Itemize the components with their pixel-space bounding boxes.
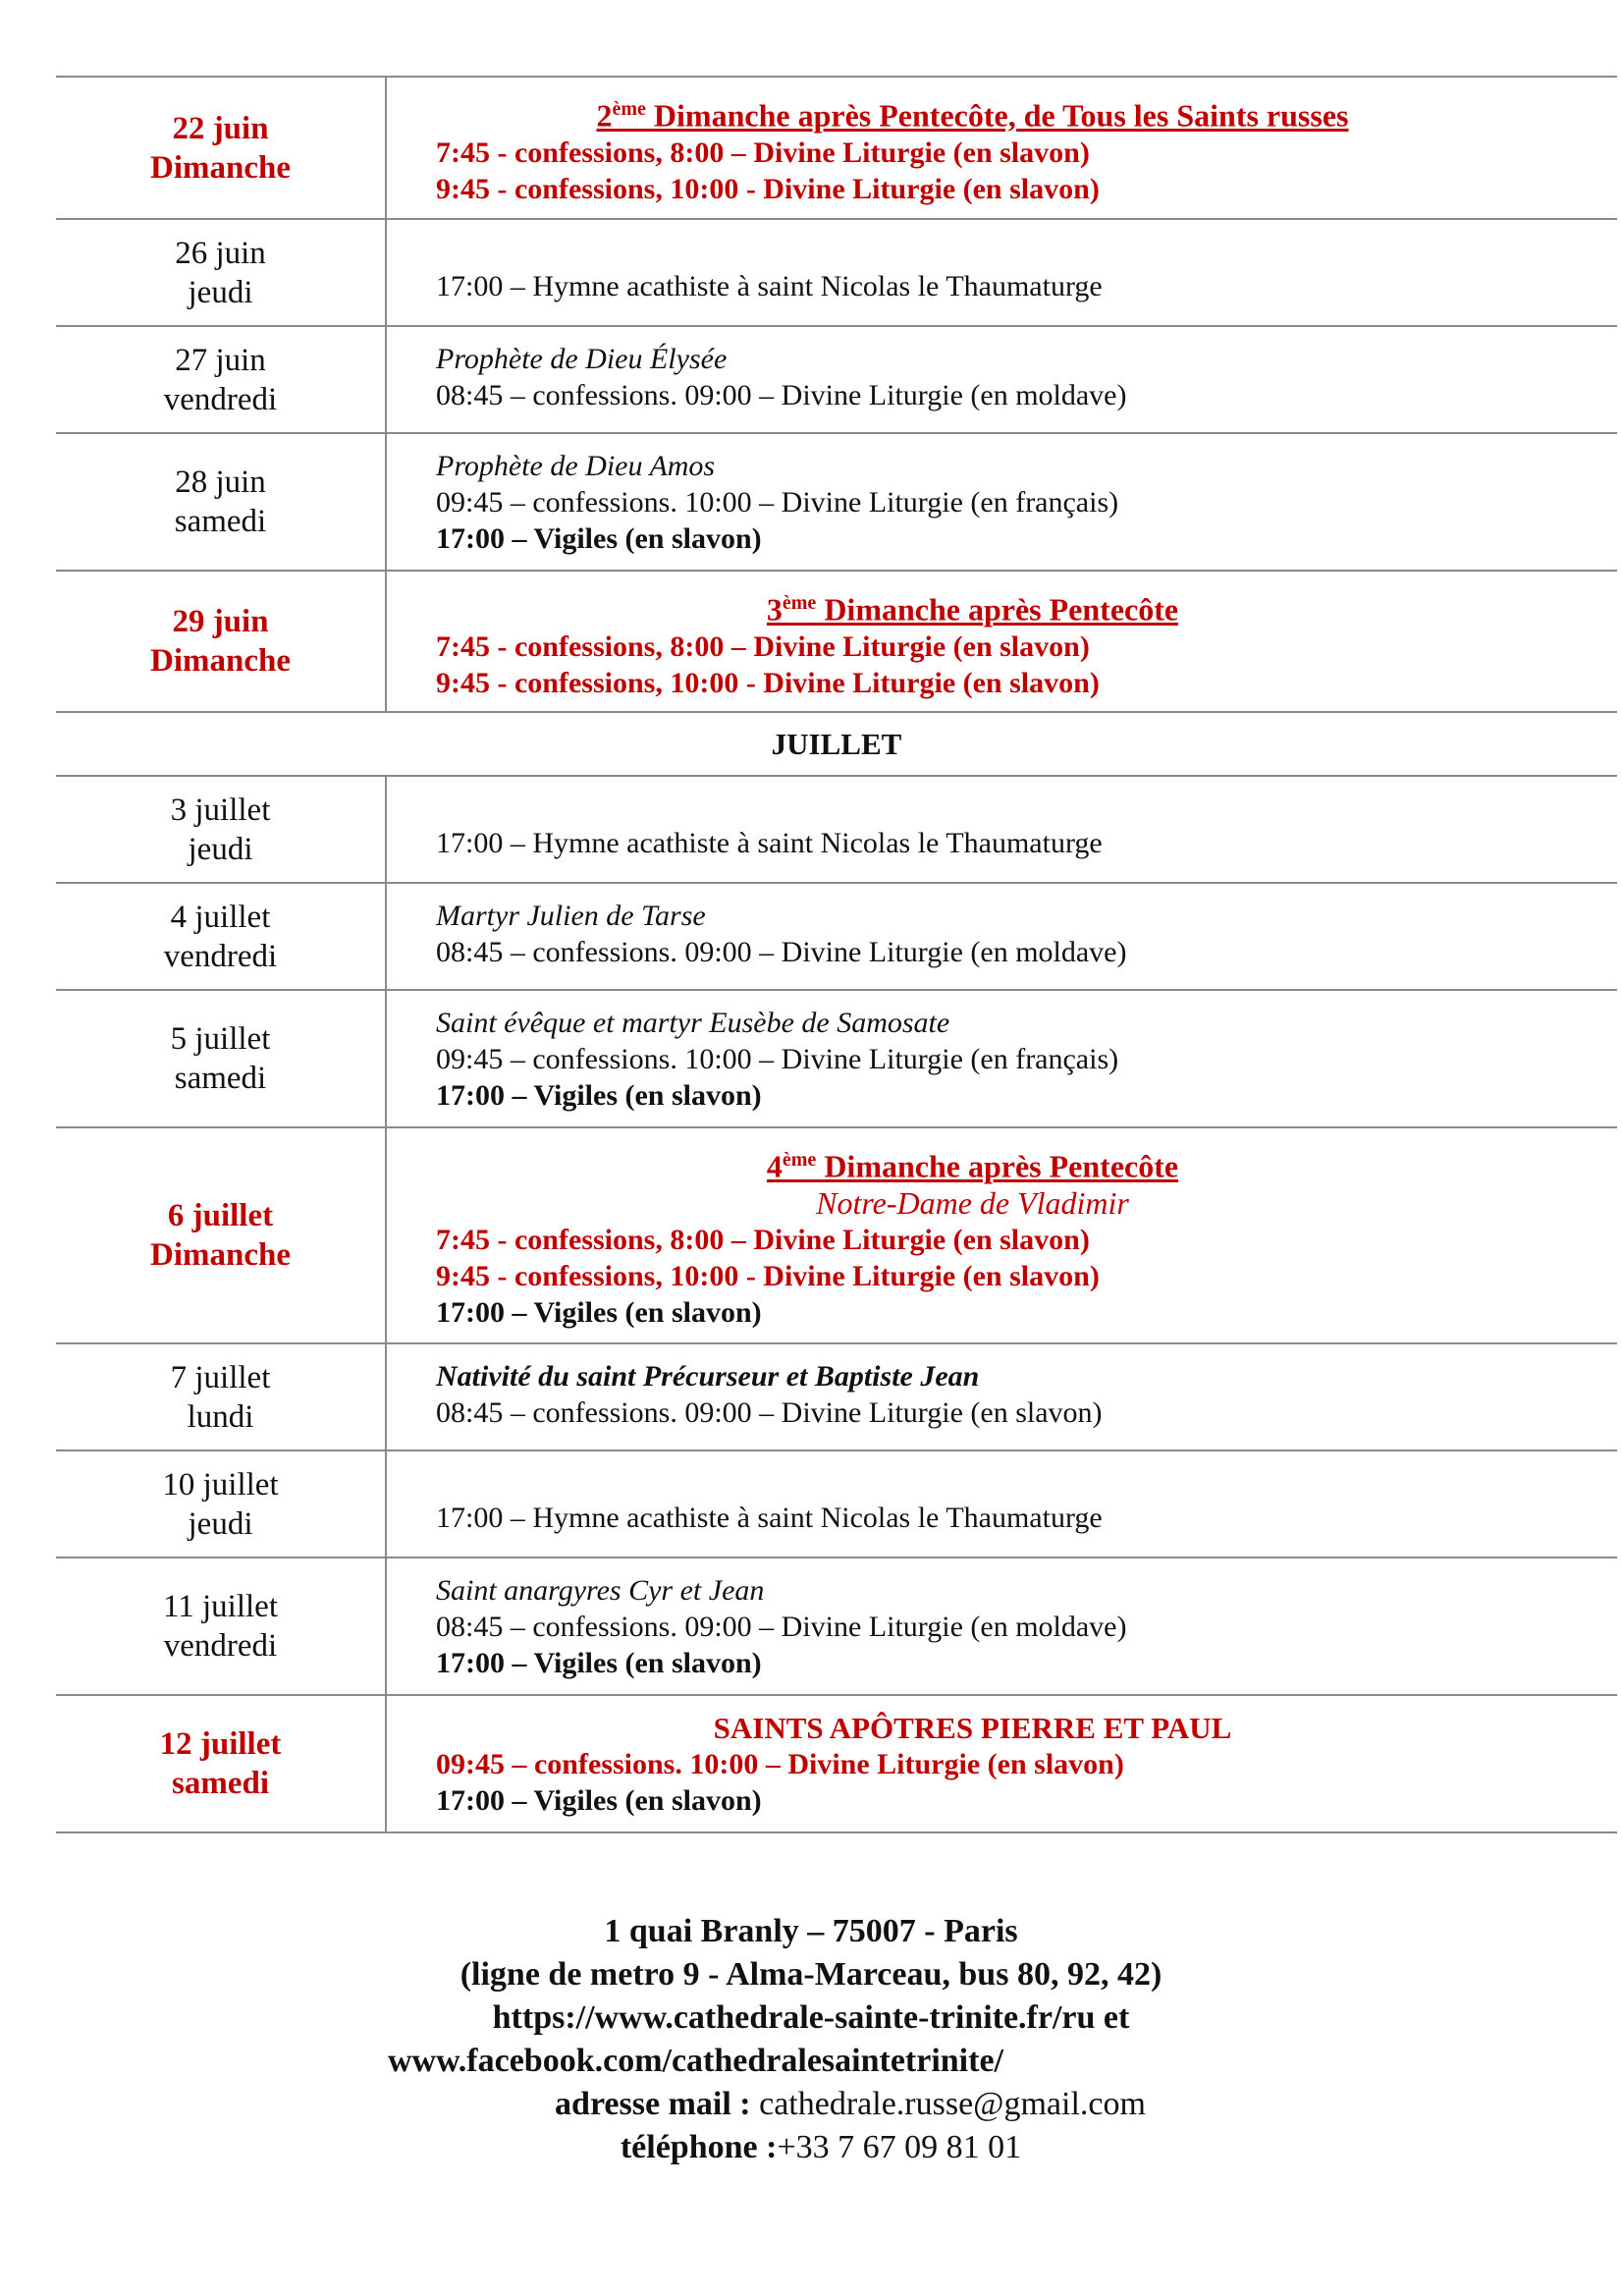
service-line: 17:00 – Vigiles (en slavon): [436, 1647, 762, 1679]
date-cell: [56, 1696, 387, 1831]
date-cell: [56, 884, 387, 989]
date: 7 juillet: [170, 1359, 271, 1395]
weekday: vendredi: [163, 938, 278, 974]
date: 12 juillet: [159, 1726, 282, 1762]
event-cell: [387, 991, 1617, 1126]
date-cell: [56, 777, 387, 882]
contact-footer: [0, 1910, 1622, 2169]
service-line: 17:00 – Vigiles (en slavon): [436, 1295, 762, 1329]
phone-number[interactable]: +33 7 67 09 81 01: [777, 2129, 1022, 2165]
weekday: Dimanche: [150, 149, 291, 186]
date-cell: [56, 991, 387, 1126]
date-cell: [56, 1451, 387, 1557]
saint-name: Prophète de Dieu Amos: [436, 450, 716, 482]
weekday: jeudi: [188, 1505, 253, 1542]
date: 26 juin: [175, 235, 266, 271]
feast-title: 4ème Dimanche après Pentecôte: [766, 1148, 1179, 1184]
saint-name: Saint évêque et martyr Eusèbe de Samosate: [436, 1007, 950, 1039]
table-row: [56, 884, 1617, 991]
date: 3 juillet: [170, 792, 271, 828]
date: 29 juin: [172, 604, 269, 639]
saint-name: Prophète de Dieu Élysée: [436, 343, 728, 375]
facebook-link[interactable]: www.facebook.com/cathedralesaintetrinite/: [388, 2043, 1003, 2079]
service-line: 09:45 – confessions. 10:00 – Divine Liturgie (en slavon): [436, 1748, 1124, 1780]
service-line: 09:45 – confessions. 10:00 – Divine Liturgie (en français): [436, 486, 1119, 519]
phone-line: [20, 2126, 1622, 2169]
date: 22 juin: [172, 110, 269, 146]
event-cell: [387, 1451, 1617, 1557]
transport-info: (ligne de metro 9 - Alma-Marceau, bus 80, 92, 42): [460, 1956, 1162, 1993]
date-cell: [56, 327, 387, 432]
mail-line: [79, 2083, 1622, 2126]
event-cell: [387, 884, 1617, 989]
date-cell: [56, 1558, 387, 1694]
service-line: 08:45 – confessions. 09:00 – Divine Liturgie (en moldave): [436, 379, 1127, 411]
table-row: [56, 434, 1617, 572]
service-line: 08:45 – confessions. 09:00 – Divine Liturgie (en moldave): [436, 1611, 1127, 1643]
weekday: lundi: [187, 1398, 254, 1435]
weekday: samedi: [174, 1061, 267, 1096]
event-cell: [387, 1128, 1617, 1342]
event-cell: [387, 327, 1617, 432]
weekday: jeudi: [188, 274, 253, 310]
event-cell: [387, 1696, 1617, 1831]
event-cell: [387, 572, 1617, 711]
weekday: jeudi: [188, 831, 253, 867]
mail-label: adresse mail :: [555, 2086, 751, 2122]
date: 11 juillet: [162, 1589, 278, 1624]
service-line: 9:45 - confessions, 10:00 - Divine Liturgie (en slavon): [436, 172, 1100, 205]
feast-name: Nativité du saint Précurseur et Baptiste Jean: [436, 1360, 980, 1393]
table-row: [56, 220, 1617, 327]
address: 1 quai Branly – 75007 - Paris: [604, 1913, 1018, 1949]
weekday: samedi: [172, 1766, 269, 1801]
service-line: 17:00 – Hymne acathiste à saint Nicolas le Thaumaturge: [436, 270, 1103, 302]
table-row: [56, 1128, 1617, 1344]
table-row: [56, 572, 1617, 713]
date: 6 juillet: [167, 1198, 274, 1233]
table-row: [56, 1558, 1617, 1696]
saint-name: Martyr Julien de Tarse: [436, 900, 706, 932]
date: 4 juillet: [170, 899, 271, 935]
date: 28 juin: [175, 465, 266, 500]
date: 27 juin: [175, 342, 266, 378]
table-row: [56, 76, 1617, 220]
weekday: vendredi: [163, 381, 278, 417]
event-cell: [387, 434, 1617, 570]
service-line: 17:00 – Vigiles (en slavon): [436, 1784, 762, 1817]
date-cell: [56, 220, 387, 325]
service-line: 08:45 – confessions. 09:00 – Divine Liturgie (en moldave): [436, 936, 1127, 968]
date-cell: [56, 434, 387, 570]
event-cell: [387, 1558, 1617, 1694]
mail-link[interactable]: cathedrale.russe@gmail.com: [750, 2086, 1146, 2122]
event-cell: [387, 220, 1617, 325]
table-row: [56, 1451, 1617, 1558]
event-cell: [387, 777, 1617, 882]
weekday: vendredi: [163, 1628, 278, 1664]
date: 5 juillet: [170, 1021, 271, 1057]
date-cell: [56, 78, 387, 218]
month-header: JUILLET: [56, 713, 1617, 777]
service-line: 08:45 – confessions. 09:00 – Divine Liturgie (en slavon): [436, 1396, 1103, 1429]
feast-title: 2ème Dimanche après Pentecôte, de Tous les Saints russes: [596, 97, 1349, 134]
event-cell: [387, 1344, 1617, 1449]
date-cell: [56, 1344, 387, 1449]
schedule-table: [56, 76, 1617, 1833]
service-line: 7:45 - confessions, 8:00 – Divine Liturgie (en slavon): [436, 136, 1090, 169]
weekday: Dimanche: [150, 643, 291, 679]
service-line: 17:00 – Vigiles (en slavon): [436, 522, 762, 555]
date-cell: [56, 572, 387, 711]
service-line: 9:45 - confessions, 10:00 - Divine Liturgie (en slavon): [436, 666, 1100, 699]
table-row: [56, 991, 1617, 1128]
table-row: [56, 777, 1617, 884]
feast-title: SAINTS APÔTRES PIERRE ET PAUL: [713, 1711, 1232, 1745]
date: 10 juillet: [162, 1466, 279, 1503]
event-cell: [387, 78, 1617, 218]
service-line: 9:45 - confessions, 10:00 - Divine Liturgie (en slavon): [436, 1259, 1100, 1292]
table-row: [56, 1696, 1617, 1833]
table-row: [56, 1344, 1617, 1451]
feast-title: 3ème Dimanche après Pentecôte: [766, 591, 1179, 628]
service-line: 09:45 – confessions. 10:00 – Divine Liturgie (en français): [436, 1043, 1119, 1075]
weekday: Dimanche: [150, 1237, 291, 1273]
website-link[interactable]: https://www.cathedrale-sainte-trinite.fr/ru et: [492, 1999, 1130, 2036]
service-line: 17:00 – Vigiles (en slavon): [436, 1079, 762, 1112]
service-line: 7:45 - confessions, 8:00 – Divine Liturgie (en slavon): [436, 1223, 1090, 1256]
feast-subtitle: Notre-Dame de Vladimir: [816, 1184, 1129, 1221]
service-line: 7:45 - confessions, 8:00 – Divine Liturgie (en slavon): [436, 629, 1090, 663]
table-row: [56, 327, 1617, 434]
saint-name: Saint anargyres Cyr et Jean: [436, 1574, 765, 1607]
service-line: 17:00 – Hymne acathiste à saint Nicolas le Thaumaturge: [436, 1502, 1103, 1534]
phone-label: téléphone :: [620, 2129, 778, 2165]
date-cell: [56, 1128, 387, 1342]
service-line: 17:00 – Hymne acathiste à saint Nicolas le Thaumaturge: [436, 827, 1103, 859]
weekday: samedi: [174, 504, 267, 539]
